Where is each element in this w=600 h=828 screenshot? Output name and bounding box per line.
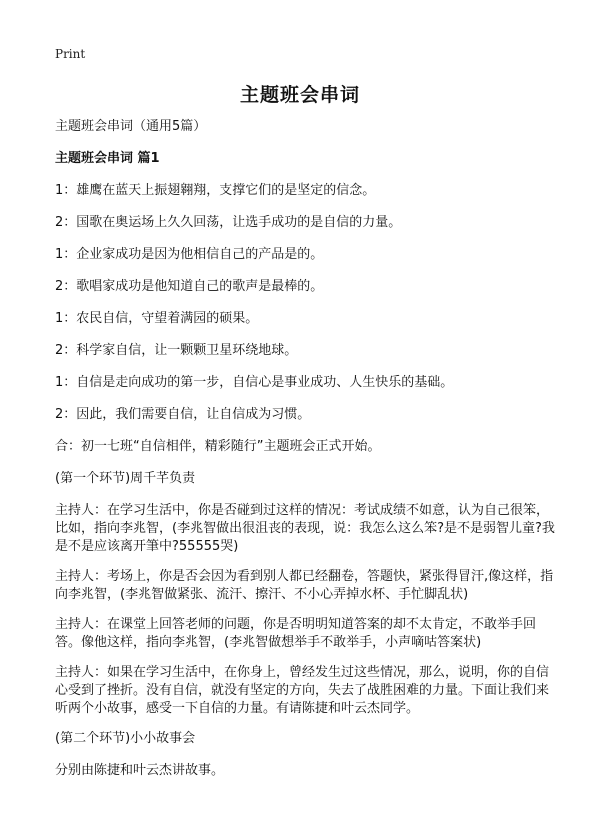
paragraph: 2：因此，我们需要自信，让自信成为习惯。 [55, 407, 311, 422]
paragraph: 主持人：在学习生活中，你是否碰到过这样的情况：考试成绩不如意，认为自己很笨，比如，指向李兆智，(李兆智做出很沮丧的表现，说：我怎么这么笨?是不是弱智儿童?我是不是应该离开筆中?55555哭) [55, 503, 555, 554]
paragraph: 主持人：考场上，你是否会因为看到别人都已经翻卷，答题快，紧张得冒汗,像这样，指向李兆智，(李兆智做紧张、流汗、擦汗、不小心弄掉水杯、手忙脚乱状) [55, 569, 554, 602]
paragraph: 1：农民自信，守望着满园的硕果。 [55, 311, 259, 326]
paragraph: 分别由陈捷和叶云杰讲故事。 [55, 763, 225, 778]
paragraph: 主持人：如果在学习生活中，在你身上，曾经发生过这些情况，那么，说明，你的自信心受到了挫折。没有自信，就没有坚定的方向，失去了战胜困难的力量。下面让我们来听两个小故事，感受一下自信的力量。有请陈捷和叶云杰同学。 [55, 665, 550, 716]
paragraph: 主持人：在课堂上回答老师的问题，你是否明明知道答案的却不太肯定，不敢举手回答。像他这样，指向李兆智，(李兆智做想举手不敢举手，小声嘀咕答案状) [55, 617, 537, 650]
paragraph: 合：初一七班“自信相伴，精彩随行”主题班会正式开始。 [55, 439, 381, 454]
print-label: Print [55, 47, 86, 61]
document-subtitle: 主题班会串词（通用5篇） [55, 119, 207, 134]
section-title: 主题班会串词 篇1 [55, 151, 160, 166]
paragraph: 1：雄鹰在蓝天上振翅翱翔，支撑它们的是坚定的信念。 [55, 183, 376, 198]
paragraph: 1：自信是走向成功的第一步，自信心是事业成功、人生快乐的基础。 [55, 375, 454, 390]
paragraph: 2：国歌在奥运场上久久回荡，让选手成功的是自信的力量。 [55, 215, 402, 230]
paragraph: 1：企业家成功是因为他相信自己的产品是的。 [55, 247, 324, 262]
document-title: 主题班会串词 [239, 84, 360, 106]
document-body [55, 118, 555, 794]
paragraph: (第一个环节)周千芊负责 [55, 471, 196, 486]
paragraph: (第二个环节)小小故事会 [55, 731, 196, 746]
paragraph: 2：歌唱家成功是他知道自己的歌声是最棒的。 [55, 279, 324, 294]
paragraph: 2：科学家自信，让一颗颗卫星环绕地球。 [55, 343, 298, 358]
